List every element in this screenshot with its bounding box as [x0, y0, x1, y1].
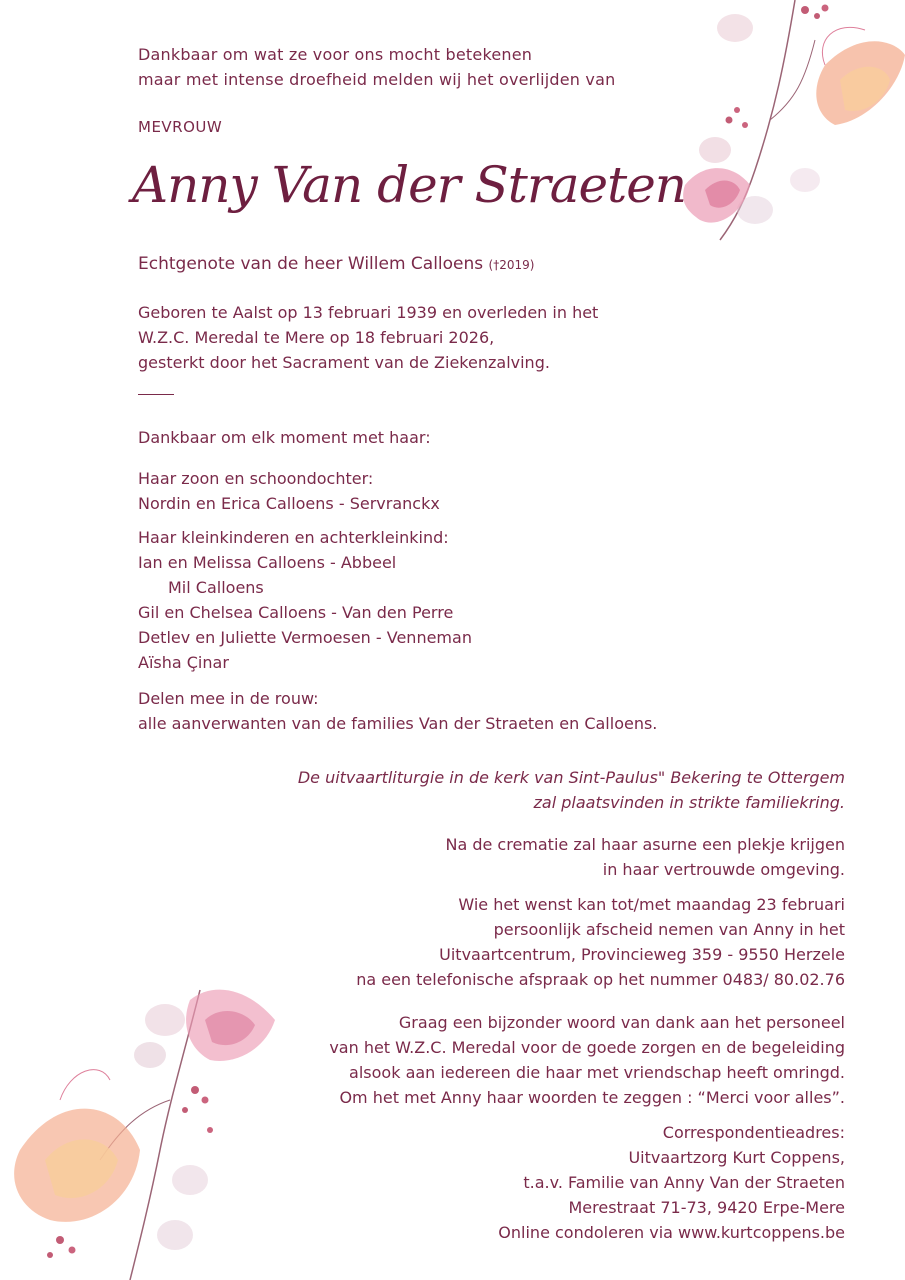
- birth-line: W.Z.C. Meredal te Mere op 18 februari 2026,: [138, 328, 495, 347]
- thanks-line: van het W.Z.C. Meredal voor de goede zorgen en de begeleiding: [329, 1038, 845, 1057]
- son-names: Nordin en Erica Calloens - Servranckx: [138, 494, 440, 513]
- thanks-section: [225, 1010, 845, 1110]
- grandchildren-section: [138, 525, 472, 675]
- great-grandchild: Mil Calloens: [168, 578, 264, 597]
- birth-details: [138, 300, 598, 375]
- flower-watercolor-icon: [675, 0, 905, 250]
- grateful-line: Dankbaar om elk moment met haar:: [138, 428, 431, 447]
- title-mevrouw: MEVROUW: [138, 118, 223, 136]
- farewell-line: persoonlijk afscheid nemen van Anny in het: [493, 920, 845, 939]
- spouse-text: Echtgenote van de heer Willem Calloens: [138, 254, 484, 274]
- liturgy-section: [225, 765, 845, 815]
- farewell-line: Uitvaartcentrum, Provincieweg 359 - 9550 Herzele: [439, 945, 845, 964]
- liturgy-line: zal plaatsvinden in strikte familiekring.: [533, 793, 845, 812]
- farewell-line: Wie het wenst kan tot/met maandag 23 februari: [458, 895, 845, 914]
- spouse-line: [138, 254, 534, 274]
- cremation-line: in haar vertrouwde omgeving.: [602, 860, 845, 879]
- thanks-line: Om het met Anny haar woorden te zeggen : “Merci voor alles”.: [339, 1088, 845, 1107]
- intro-line: maar met intense droefheid melden wij het overlijden van: [138, 70, 616, 89]
- farewell-line: na een telefonische afspraak op het nummer 0483/ 80.02.76: [356, 970, 845, 989]
- deceased-name: Anny Van der Straeten: [132, 156, 686, 214]
- grandchild: Ian en Melissa Calloens - Abbeel: [138, 553, 397, 572]
- mourning-section: [138, 686, 657, 736]
- cremation-line: Na de crematie zal haar asurne een plekje krijgen: [445, 835, 845, 854]
- mourning-text: alle aanverwanten van de families Van der Straeten en Calloens.: [138, 714, 658, 733]
- liturgy-line: De uitvaartliturgie in de kerk van Sint-Paulus" Bekering te Ottergem: [297, 768, 845, 787]
- intro-text: [138, 42, 778, 92]
- correspondence-line: t.a.v. Familie van Anny Van der Straeten: [523, 1173, 845, 1192]
- farewell-section: [225, 892, 845, 992]
- correspondence-line: Merestraat 71-73, 9420 Erpe-Mere: [568, 1198, 845, 1217]
- correspondence-line: Uitvaartzorg Kurt Coppens,: [628, 1148, 845, 1167]
- correspondence-line: Correspondentieadres:: [662, 1123, 845, 1142]
- grandchild: Aïsha Çinar: [138, 653, 229, 672]
- son-heading: Haar zoon en schoondochter:: [138, 469, 374, 488]
- thanks-line: Graag een bijzonder woord van dank aan het personeel: [398, 1013, 845, 1032]
- grandchildren-heading: Haar kleinkinderen en achterkleinkind:: [138, 528, 449, 547]
- cremation-section: [225, 832, 845, 882]
- condolence-link[interactable]: Online condoleren via www.kurtcoppens.be: [498, 1223, 845, 1242]
- birth-line: Geboren te Aalst op 13 februari 1939 en overleden in het: [138, 303, 599, 322]
- grandchild: Gil en Chelsea Calloens - Van den Perre: [138, 603, 454, 622]
- correspondence-section: [225, 1120, 845, 1245]
- divider: [138, 394, 174, 395]
- son-section: [138, 466, 440, 516]
- grandchild: Detlev en Juliette Vermoesen - Venneman: [138, 628, 472, 647]
- birth-line: gesterkt door het Sacrament van de Ziekenzalving.: [138, 353, 550, 372]
- spouse-year: (†2019): [488, 258, 535, 272]
- mourning-heading: Delen mee in de rouw:: [138, 689, 319, 708]
- intro-line: Dankbaar om wat ze voor ons mocht betekenen: [138, 45, 533, 64]
- thanks-line: alsook aan iedereen die haar met vriendschap heeft omringd.: [349, 1063, 845, 1082]
